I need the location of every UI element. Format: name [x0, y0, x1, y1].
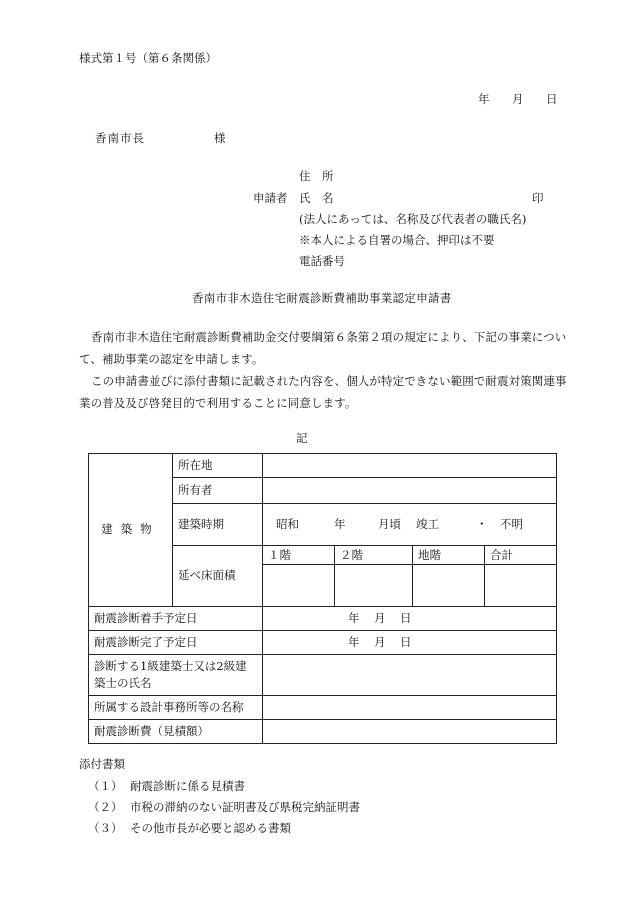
start-date-label: 耐震診断着手予定日: [89, 607, 263, 631]
floor-header-basement: 地階: [413, 546, 485, 565]
form-number: 様式第１号（第６条関係）: [79, 51, 217, 65]
attachment-text-3: その他市長が必要と認める書類: [130, 821, 291, 835]
addressee-name: 香南市長: [95, 131, 145, 145]
attachment-text-1: 耐震診断に係る見積書: [130, 779, 245, 793]
floor-value-2f[interactable]: [335, 565, 413, 607]
architect-label: 診断する1級建築士又は2級建築士の氏名: [89, 655, 263, 696]
cost-value[interactable]: [263, 720, 557, 744]
location-value[interactable]: [263, 454, 557, 478]
floor-header-1f: １階: [263, 546, 335, 565]
owner-label: 所有者: [173, 478, 263, 504]
attachment-text-2: 市税の滞納のない証明書及び県税完納証明書: [130, 800, 360, 814]
start-date-day: 日: [400, 610, 412, 625]
construction-period-label: 建築時期: [173, 504, 263, 546]
document-title: 香南市非木造住宅耐震診断費補助事業認定申請書: [192, 291, 452, 305]
floor-value-1f[interactable]: [263, 565, 335, 607]
seal-note: ※本人による自署の場合、押印は不要: [299, 233, 495, 247]
era-completed: 竣工: [416, 516, 439, 531]
attachment-num-1: （１）: [88, 779, 123, 793]
name-label: 氏 名: [299, 191, 334, 205]
seal-mark: 印: [532, 191, 544, 205]
era-bullet: ・: [476, 516, 488, 531]
cost-label: 耐震診断費（見積額）: [89, 720, 263, 744]
corp-note: (法人にあっては、名称及び代表者の職氏名): [299, 212, 527, 226]
end-date-value[interactable]: [263, 631, 557, 655]
era-month: 月頃: [378, 516, 401, 531]
era-showa: 昭和: [276, 516, 299, 531]
floor-header-2f: ２階: [335, 546, 413, 565]
building-category-cell: [89, 454, 173, 607]
location-label: 所在地: [173, 454, 263, 478]
office-value[interactable]: [263, 696, 557, 720]
floor-header-total: 合計: [485, 546, 557, 565]
address-label: 住 所: [299, 169, 334, 183]
application-table: [88, 453, 557, 744]
date-month-label: 月: [512, 92, 524, 106]
end-date-day: 日: [400, 634, 412, 649]
office-label: 所属する設計事務所等の名称: [89, 696, 263, 720]
floor-value-basement[interactable]: [413, 565, 485, 607]
owner-value[interactable]: [263, 478, 557, 504]
body-paragraph-1: 香南市非木造住宅耐震診断費補助金交付要綱第６条第２項の規定により、下記の事業について、補助事業の認定を申請します。: [79, 330, 567, 366]
applicant-label: 申請者: [253, 191, 288, 205]
era-year: 年: [334, 516, 346, 531]
building-label: 建築物: [101, 522, 160, 537]
floor-value-total[interactable]: [485, 565, 557, 607]
start-date-month: 月: [374, 610, 386, 625]
phone-label: 電話番号: [299, 254, 345, 268]
date-day-label: 日: [546, 92, 558, 106]
construction-period-value[interactable]: [263, 504, 557, 546]
attachments-heading: 添付書類: [79, 757, 125, 771]
end-date-year: 年: [348, 634, 360, 649]
era-unknown: 不明: [500, 516, 523, 531]
addressee-honorific: 様: [214, 131, 226, 145]
architect-value[interactable]: [263, 655, 557, 696]
attachment-num-3: （３）: [88, 821, 123, 835]
end-date-label: 耐震診断完了予定日: [89, 631, 263, 655]
date-year-label: 年: [478, 92, 490, 106]
start-date-value[interactable]: [263, 607, 557, 631]
floor-area-label: 延べ床面積: [173, 546, 263, 607]
attachment-num-2: （２）: [88, 800, 123, 814]
end-date-month: 月: [374, 634, 386, 649]
body-paragraph-2: この申請書並びに添付書類に記載された内容を、個人が特定できない範囲で耐震対策関連事業の普及及び啓発目的で利用することに同意します。: [79, 374, 567, 410]
start-date-year: 年: [348, 610, 360, 625]
ki-heading: 記: [296, 431, 308, 445]
